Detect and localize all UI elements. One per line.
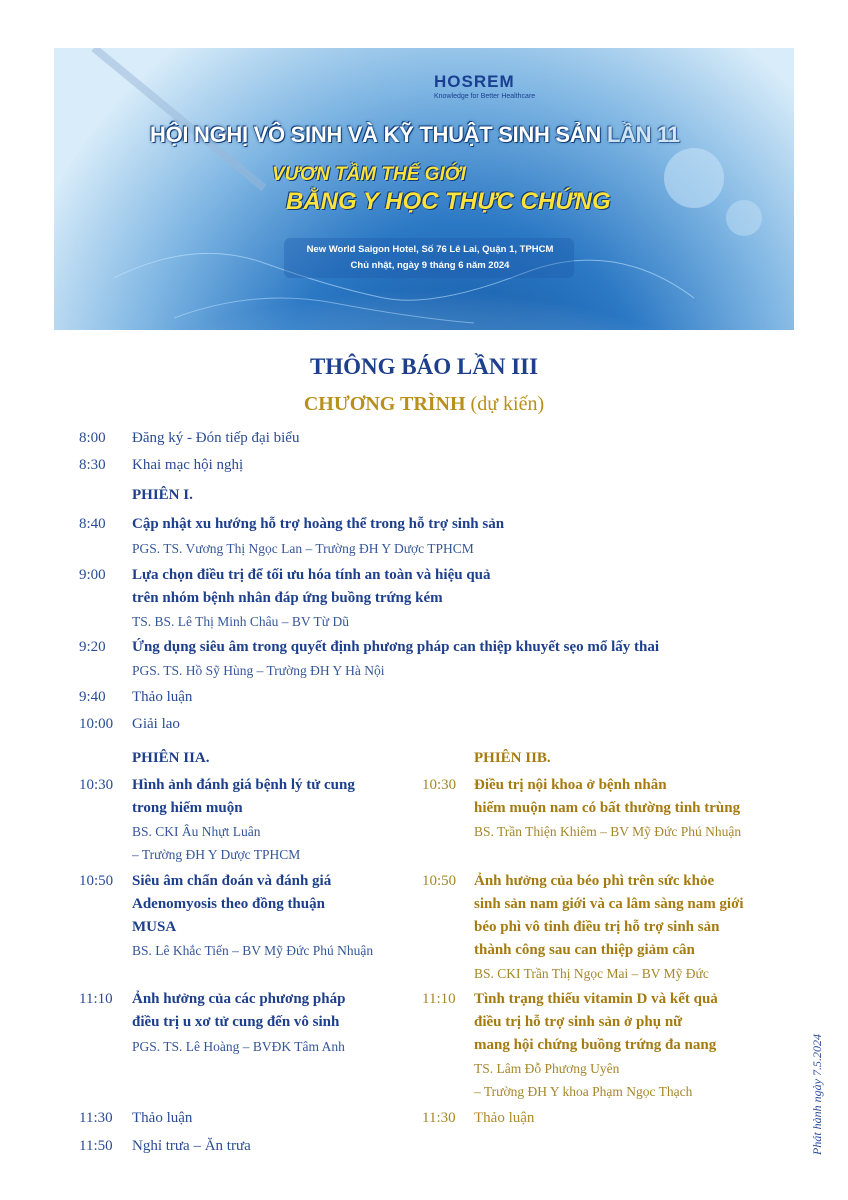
schedule-item: Thảo luận bbox=[132, 689, 193, 705]
talk-title: điều trị hỗ trợ sinh sản ở phụ nữ bbox=[474, 1014, 683, 1030]
talk-title: Siêu âm chẩn đoán và đánh giá bbox=[132, 873, 332, 889]
schedule-item: Đăng ký - Đón tiếp đại biểu bbox=[132, 430, 300, 446]
session-1-label: PHIÊN I. bbox=[132, 487, 193, 503]
schedule-item: Nghỉ trưa – Ăn trưa bbox=[132, 1138, 251, 1154]
talk-time: 9:00 bbox=[79, 567, 106, 583]
conference-banner bbox=[54, 48, 794, 330]
talk-title: béo phì vô tinh điều trị hỗ trợ sinh sản bbox=[474, 919, 720, 935]
schedule-time: 11:30 bbox=[79, 1110, 113, 1126]
talk-title: thành công sau can thiệp giảm cân bbox=[474, 942, 695, 958]
talk-speaker: BS. Lê Khắc Tiến – BV Mỹ Đức Phú Nhuận bbox=[132, 943, 374, 958]
session-2a-label: PHIÊN IIA. bbox=[132, 750, 210, 766]
talk-title: Lựa chọn điều trị để tối ưu hóa tính an toàn và hiệu quả bbox=[132, 567, 491, 583]
notice-title: THÔNG BÁO LẦN III bbox=[309, 354, 539, 379]
schedule-time: 10:00 bbox=[79, 716, 114, 732]
talk-time: 10:30 bbox=[422, 777, 457, 793]
talk-speaker: PGS. TS. Hồ Sỹ Hùng – Trường ĐH Y Hà Nội bbox=[132, 663, 385, 678]
talk-time: 9:20 bbox=[79, 639, 106, 655]
program-title-main: CHƯƠNG TRÌNH bbox=[303, 393, 466, 415]
talk-speaker: TS. BS. Lê Thị Minh Châu – BV Từ Dũ bbox=[132, 614, 349, 629]
conference-title-text: HỘI NGHỊ VÔ SINH VÀ KỸ THUẬT SINH SẢN bbox=[150, 122, 601, 147]
slogan-line-1: VƯƠN TẦM THẾ GIỚI bbox=[272, 164, 466, 185]
talk-speaker: BS. CKI Âu Nhựt Luân bbox=[132, 824, 261, 839]
talk-speaker: TS. Lâm Đỗ Phương Uyên bbox=[474, 1061, 620, 1076]
talk-title: Ứng dụng siêu âm trong quyết định phương pháp can thiệp khuyết sẹo mổ lấy thai bbox=[132, 639, 660, 655]
schedule-time: 11:30 bbox=[422, 1110, 456, 1126]
talk-title: Điều trị nội khoa ở bệnh nhân bbox=[474, 777, 667, 793]
talk-title: MUSA bbox=[132, 919, 177, 935]
logo-tagline: Knowledge for Better Healthcare bbox=[434, 93, 536, 100]
talk-time: 10:50 bbox=[79, 873, 114, 889]
talk-speaker: BS. CKI Trần Thị Ngọc Mai – BV Mỹ Đức bbox=[474, 966, 709, 981]
talk-speaker: – Trường ĐH Y khoa Phạm Ngọc Thạch bbox=[474, 1084, 693, 1099]
talk-title: Ảnh hưởng của béo phì trên sức khỏe bbox=[474, 873, 715, 889]
conference-edition: LẦN 11 bbox=[606, 122, 680, 147]
talk-title: Tình trạng thiếu vitamin D và kết quả bbox=[474, 991, 718, 1007]
schedule-item: Giải lao bbox=[132, 716, 180, 732]
schedule-time: 9:40 bbox=[79, 689, 106, 705]
talk-time: 10:50 bbox=[422, 873, 457, 889]
talk-speaker: – Trường ĐH Y Dược TPHCM bbox=[132, 847, 301, 862]
hosrem-logo: HOSREM bbox=[434, 72, 515, 91]
program-title bbox=[0, 393, 848, 416]
talk-title: Cập nhật xu hướng hỗ trợ hoàng thể trong hỗ trợ sinh sản bbox=[132, 516, 505, 532]
talk-title: điều trị u xơ tử cung đến vô sinh bbox=[132, 1014, 340, 1030]
release-date-note: Phát hành ngày 7.5.2024 bbox=[810, 1034, 824, 1155]
schedule-time: 8:30 bbox=[79, 457, 106, 473]
talk-title: mang hội chứng buồng trứng đa nang bbox=[474, 1037, 717, 1053]
talk-speaker: PGS. TS. Lê Hoàng – BVĐK Tâm Anh bbox=[132, 1039, 345, 1054]
session-2b-label: PHIÊN IIB. bbox=[474, 750, 551, 766]
talk-title: Adenomyosis theo đồng thuận bbox=[132, 896, 325, 912]
talk-title: trong hiếm muộn bbox=[132, 800, 243, 816]
schedule-item: Khai mạc hội nghị bbox=[132, 457, 244, 473]
venue-text: New World Saigon Hotel, Số 76 Lê Lai, Quận 1, TPHCM bbox=[306, 244, 554, 255]
program-subtitle: (dự kiến) bbox=[470, 393, 545, 415]
schedule-time: 8:00 bbox=[79, 430, 106, 446]
schedule-item: Thảo luận bbox=[132, 1110, 193, 1126]
slogan-line-2: BẰNG Y HỌC THỰC CHỨNG bbox=[286, 188, 611, 215]
talk-title: hiếm muộn nam có bất thường tinh trùng bbox=[474, 800, 741, 816]
talk-time: 8:40 bbox=[79, 516, 106, 532]
event-date: Chủ nhật, ngày 9 tháng 6 năm 2024 bbox=[350, 260, 510, 271]
talk-time: 10:30 bbox=[79, 777, 114, 793]
talk-title: sinh sản nam giới và ca lâm sàng nam giới bbox=[474, 896, 744, 912]
conference-title bbox=[150, 122, 680, 148]
schedule-time: 11:50 bbox=[79, 1138, 113, 1154]
talk-title: Ảnh hưởng của các phương pháp bbox=[132, 991, 346, 1007]
talk-time: 11:10 bbox=[79, 991, 113, 1007]
talk-title: Hình ảnh đánh giá bệnh lý tử cung bbox=[132, 777, 355, 793]
talk-title: trên nhóm bệnh nhân đáp ứng buồng trứng kém bbox=[132, 590, 443, 606]
talk-speaker: PGS. TS. Vương Thị Ngọc Lan – Trường ĐH Y Dược TPHCM bbox=[132, 541, 474, 556]
schedule-item: Thảo luận bbox=[474, 1110, 535, 1126]
talk-speaker: BS. Trần Thiện Khiêm – BV Mỹ Đức Phú Nhuận bbox=[474, 824, 742, 839]
talk-time: 11:10 bbox=[422, 991, 456, 1007]
